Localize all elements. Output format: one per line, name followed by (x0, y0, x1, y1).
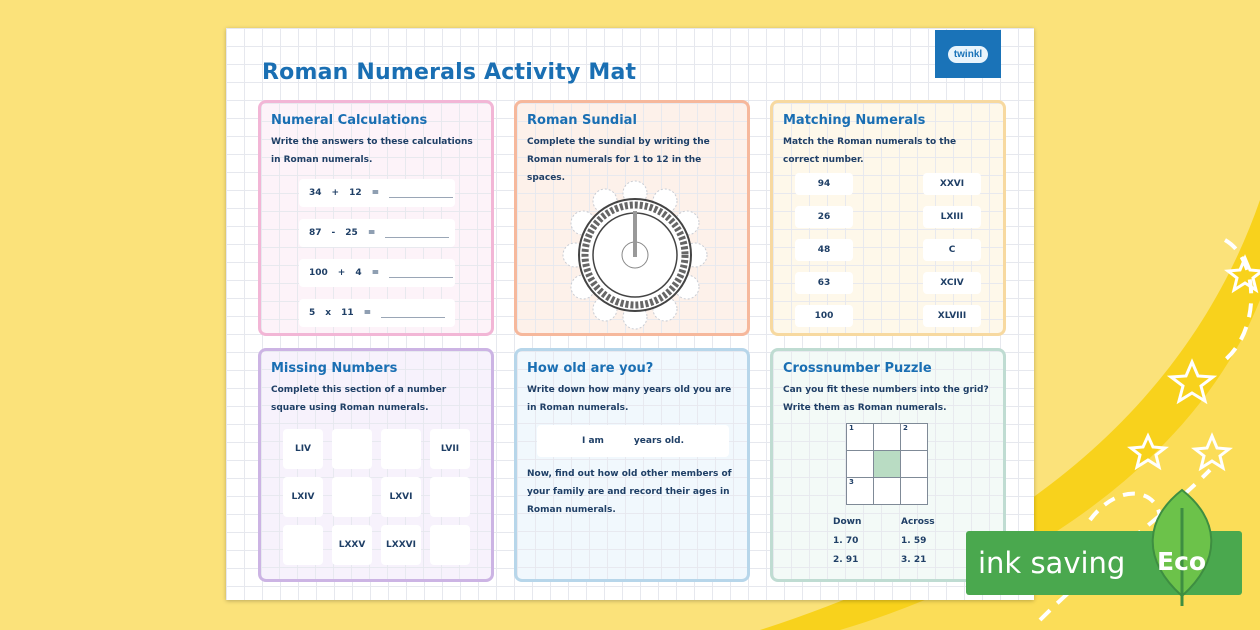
age-answer-box[interactable] (537, 425, 729, 457)
number-cell[interactable]: 63 (795, 272, 853, 294)
grid-cell[interactable] (901, 478, 928, 505)
panel-instructions: Write down how many years old you are in Roman numerals. (527, 385, 732, 413)
grid-cell[interactable] (901, 451, 928, 478)
operand: 5 (309, 308, 316, 318)
panel-title: How old are you? (527, 361, 654, 376)
numeral-cell[interactable]: XLVIII (923, 305, 981, 327)
operand: 12 (349, 188, 362, 198)
number-square-cell[interactable] (332, 477, 372, 517)
grid-cell[interactable] (874, 478, 901, 505)
grid-cell[interactable] (847, 478, 874, 505)
number-cell[interactable]: 100 (795, 305, 853, 327)
eco-label: Eco (1157, 547, 1207, 576)
calculation-row (299, 299, 455, 327)
sundial-illustration (557, 179, 713, 331)
number-square-cell[interactable] (283, 525, 323, 565)
panel-instructions: Write the answers to these calculations in Roman numerals. (271, 137, 473, 165)
operand: 4 (355, 268, 362, 278)
numeral-cell[interactable]: C (923, 239, 981, 261)
panel-instructions: Match the Roman numerals to the correct number. (783, 137, 957, 165)
roman-sundial-panel (514, 100, 750, 336)
down-clue: 1. 70 (833, 536, 859, 546)
equals: = (367, 228, 376, 238)
operand: 34 (309, 188, 322, 198)
operator: - (331, 228, 336, 238)
across-clue: 1. 59 (901, 536, 927, 546)
calculation-row (299, 179, 455, 207)
number-square-cell[interactable] (430, 477, 470, 517)
missing-numbers-panel (258, 348, 494, 582)
number-square-cell[interactable] (381, 429, 421, 469)
number-square-cell[interactable]: LXVI (381, 477, 421, 517)
number-cell[interactable]: 94 (795, 173, 853, 195)
activity-sheet (226, 28, 1034, 600)
panel-instructions: Can you fit these numbers into the grid? Write them as Roman numerals. (783, 385, 989, 413)
across-clue: 3. 21 (901, 555, 927, 565)
numeral-cell[interactable]: XCIV (923, 272, 981, 294)
across-title: Across (901, 517, 935, 527)
age-sentence-end: years old. (633, 436, 685, 446)
number-square-cell[interactable] (332, 429, 372, 469)
operator: + (337, 268, 346, 278)
answer-blank[interactable] (389, 268, 453, 278)
down-clues (833, 513, 861, 570)
panel-instructions: Complete the sundial by writing the Roman numerals for 1 to 12 in the spaces. (527, 137, 710, 183)
number-square-cell[interactable]: LIV (283, 429, 323, 469)
numeral-calculations-panel (258, 100, 494, 336)
number-square-cell[interactable]: LVII (430, 429, 470, 469)
across-clues (901, 513, 935, 570)
equals: = (363, 308, 372, 318)
grid-clue-number: 1 (849, 424, 854, 432)
down-clue: 2. 91 (833, 555, 859, 565)
number-square-cell[interactable]: LXIV (283, 477, 323, 517)
answer-blank[interactable] (381, 308, 445, 318)
how-old-panel (514, 348, 750, 582)
grid-cell[interactable] (847, 424, 874, 451)
age-sentence-start: I am (581, 436, 604, 446)
page-title: Roman Numerals Activity Mat (262, 60, 637, 85)
panel-instructions: Complete this section of a number square using Roman numerals. (271, 385, 447, 413)
calculation-row (299, 259, 455, 287)
panel-title: Missing Numbers (271, 361, 398, 376)
panel-title: Crossnumber Puzzle (783, 361, 932, 376)
twinkl-logo (935, 30, 1001, 78)
badge-text: ink saving (978, 546, 1126, 580)
equals: = (371, 188, 380, 198)
grid-clue-number: 3 (849, 478, 854, 486)
operand: 25 (345, 228, 358, 238)
equals: = (371, 268, 380, 278)
grid-cell[interactable] (901, 424, 928, 451)
down-title: Down (833, 517, 862, 527)
operand: 100 (309, 268, 328, 278)
family-instructions: Now, find out how old other members of your family are and record their ages in Roman numerals. (527, 469, 732, 515)
grid-cell[interactable] (874, 424, 901, 451)
grid-clue-number: 2 (903, 424, 908, 432)
crossnumber-grid (846, 423, 928, 505)
operand: 87 (309, 228, 322, 238)
operator: + (331, 188, 340, 198)
answer-blank[interactable] (389, 188, 453, 198)
number-square-cell[interactable]: LXXVI (381, 525, 421, 565)
number-square-cell[interactable] (430, 525, 470, 565)
panel-title: Roman Sundial (527, 113, 637, 128)
number-square-cell[interactable]: LXXV (332, 525, 372, 565)
grid-cell[interactable] (847, 451, 874, 478)
calculation-row (299, 219, 455, 247)
grid-cell-shaded (874, 451, 901, 478)
answer-blank[interactable] (385, 228, 449, 238)
numeral-cell[interactable]: LXIII (923, 206, 981, 228)
operator: x (325, 308, 332, 318)
logo-text: twinkl (948, 46, 988, 63)
number-cell[interactable]: 48 (795, 239, 853, 261)
panel-title: Numeral Calculations (271, 113, 428, 128)
number-cell[interactable]: 26 (795, 206, 853, 228)
numeral-cell[interactable]: XXVI (923, 173, 981, 195)
matching-numerals-panel (770, 100, 1006, 336)
panel-title: Matching Numerals (783, 113, 926, 128)
operand: 11 (341, 308, 354, 318)
